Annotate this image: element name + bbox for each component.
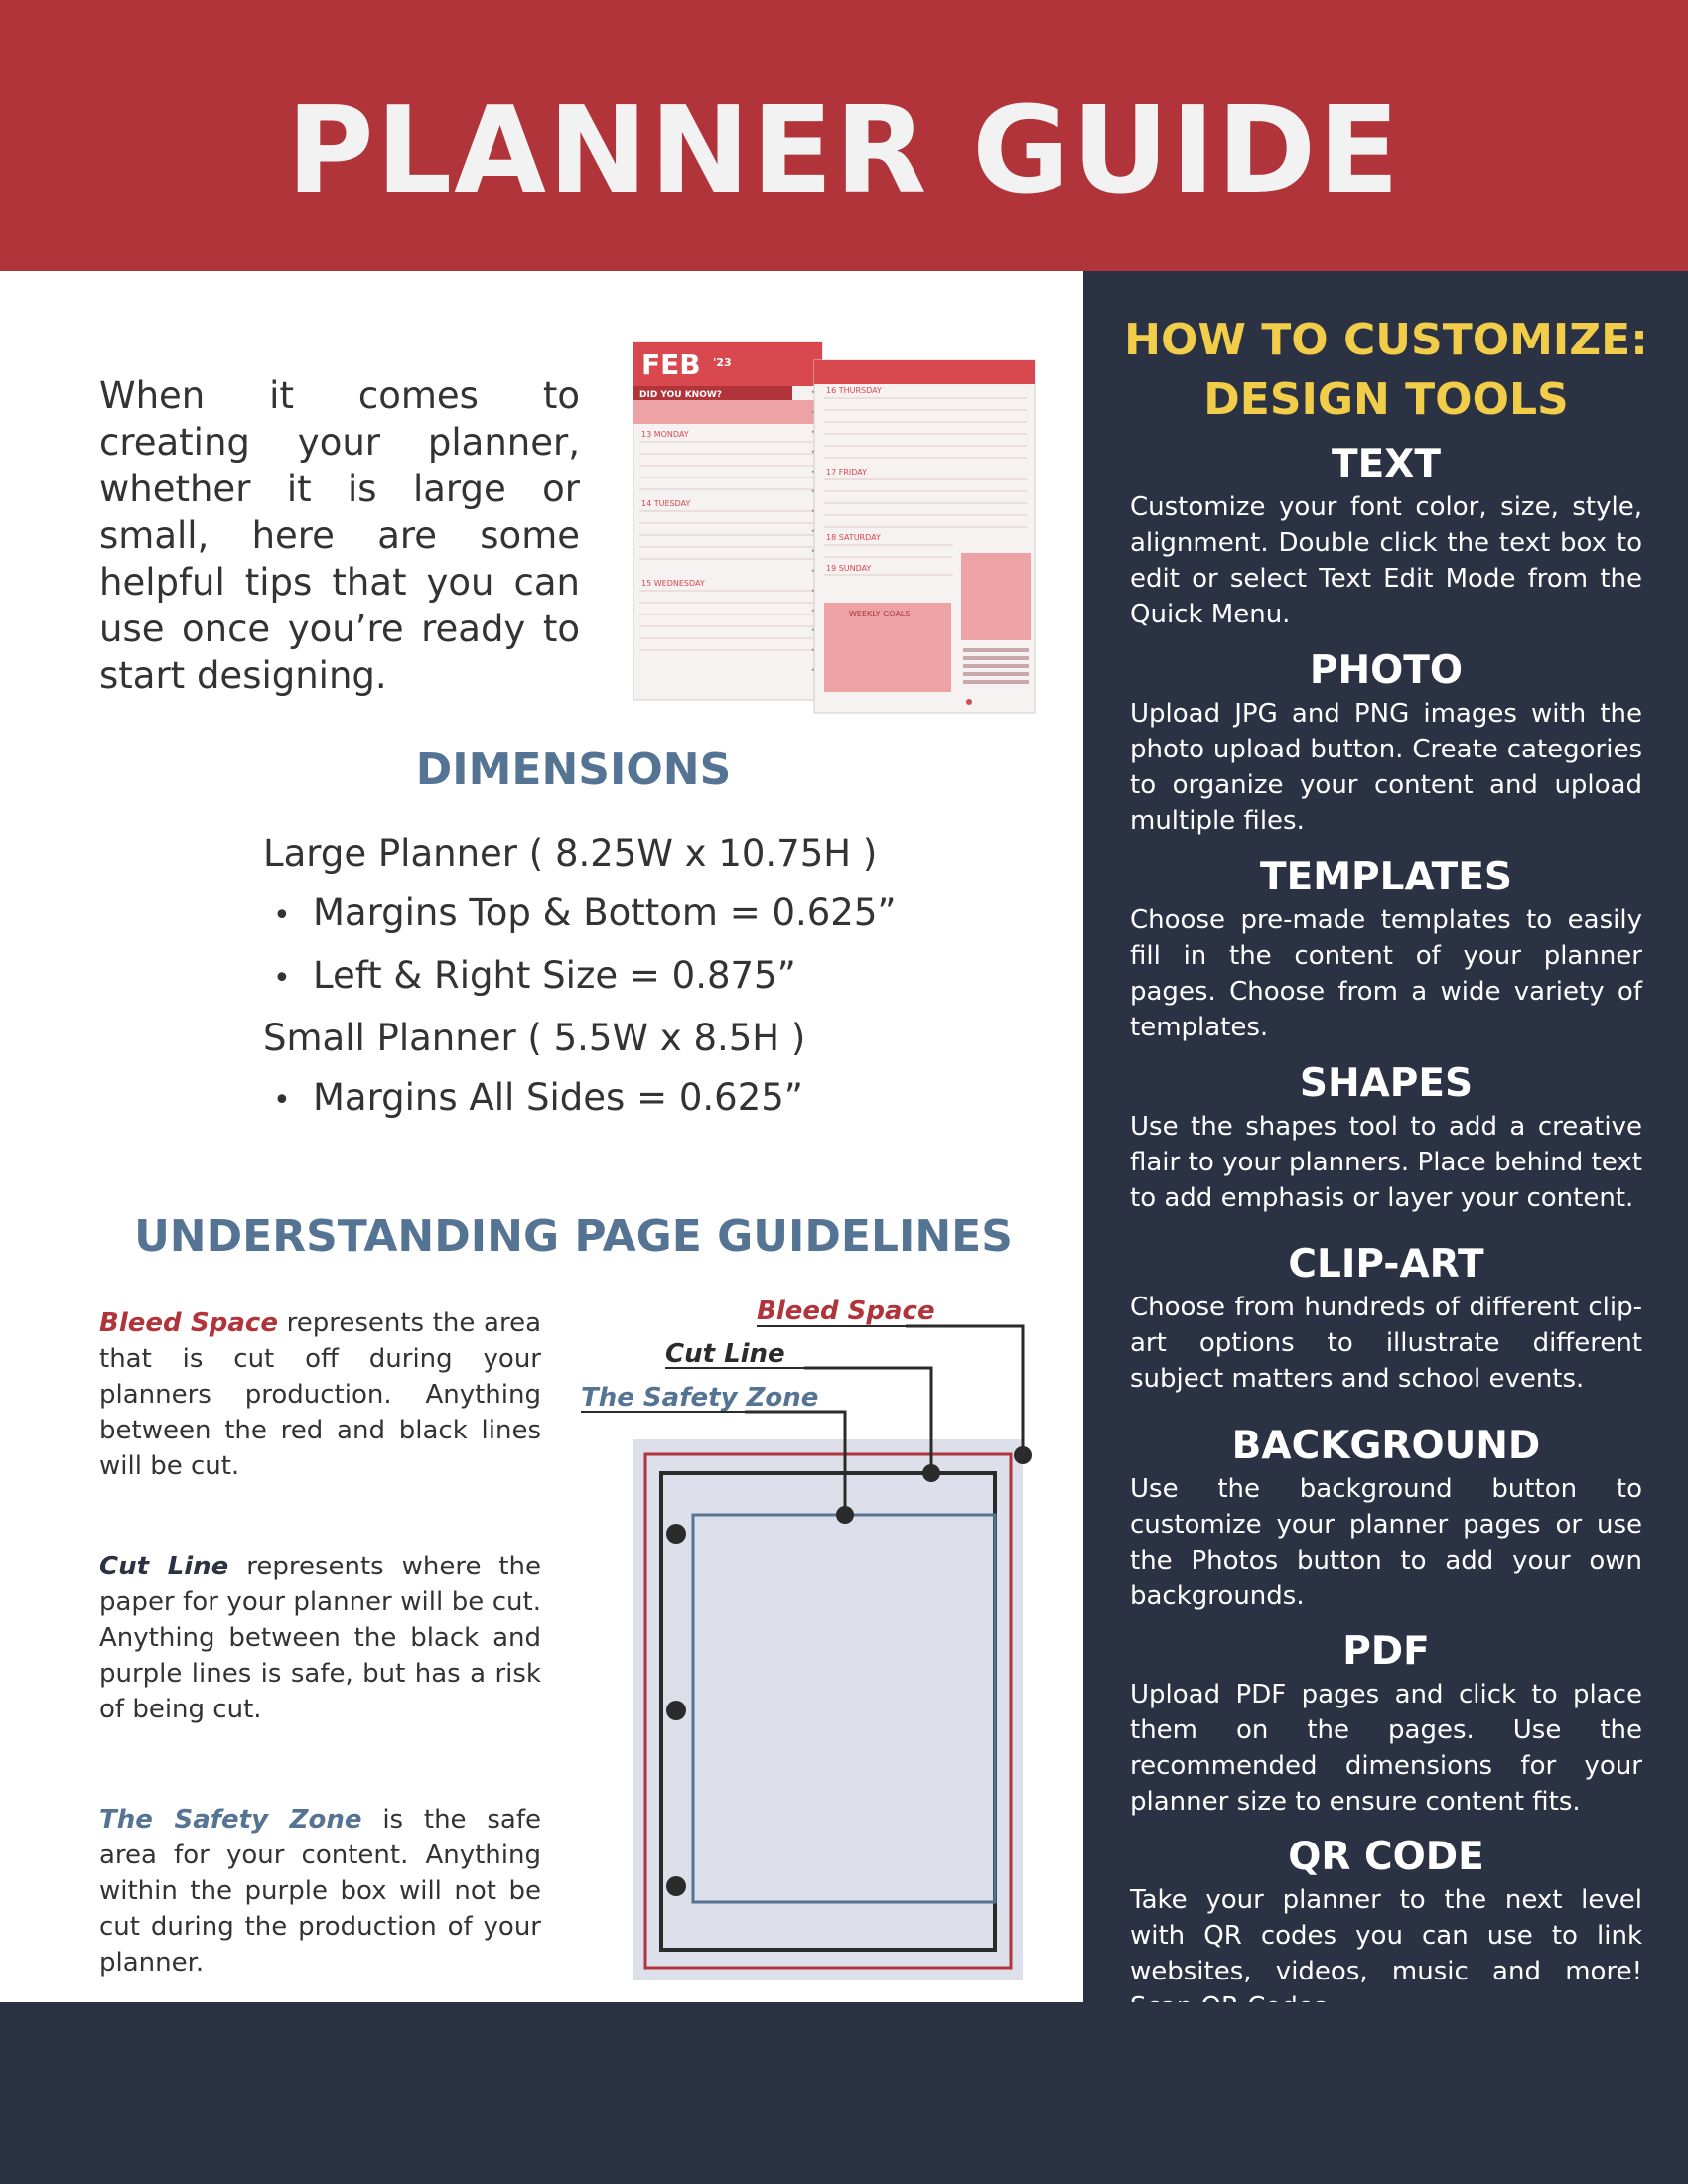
tool-description: Choose from hundreds of different clip-art options to illustrate different subject matters and school events.: [1130, 1293, 1642, 1394]
binder-hole: [666, 1524, 686, 1544]
safety-term: The Safety Zone: [99, 1805, 362, 1835]
guidelines-heading: UNDERSTANDING PAGE GUIDELINES: [134, 1211, 1013, 1262]
tool-description: Upload PDF pages and click to place them on the pages. Use the recommended dimensions for your planner size to ensure content fits.: [1130, 1680, 1642, 1817]
tool-section-shapes: [1130, 1059, 1642, 1216]
cut-text: represents where the paper for your planner will be cut. Anything between the black and purple lines is safe, but has a risk of being cut.: [99, 1552, 542, 1724]
planner-month: FEB: [641, 348, 701, 381]
planner-day: 19 SUNDAY: [826, 564, 872, 573]
tool-description: Upload JPG and PNG images with the photo upload button. Create categories to organize your content and upload multiple files.: [1130, 699, 1642, 836]
tool-section-pdf: [1130, 1627, 1642, 1820]
planner-illustration: [626, 333, 1043, 720]
safety-text: is the safe area for your content. Anything within the purple box will not be cut during the production of your planner.: [99, 1805, 541, 1978]
planner-goals-label: WEEKLY GOALS: [849, 610, 911, 618]
planner-day: 13 MONDAY: [641, 430, 689, 439]
binder-hole: [666, 1701, 686, 1720]
tool-description: Take your planner to the next level with QR codes you can use to link websites, videos, music and more!: [1130, 1885, 1642, 1986]
diagram-label-bleed: Bleed Space: [757, 1297, 935, 1326]
planner-year: '23: [713, 356, 732, 369]
dimensions-list: [263, 824, 1018, 1131]
binder-hole: [666, 1876, 686, 1896]
header-banner: [0, 0, 1688, 271]
tool-section-clip-art: [1130, 1240, 1642, 1397]
bleed-term: Bleed Space: [99, 1308, 278, 1338]
tool-section-background: [1130, 1422, 1642, 1614]
tool-description: Use the shapes tool to add a creative flair to your planners. Place behind text to add emphasis or layer your content.: [1130, 1112, 1642, 1213]
sidebar-heading-line2: DESIGN TOOLS: [1203, 374, 1569, 425]
tool-title: QR CODE: [1288, 1835, 1484, 1879]
tool-title: PHOTO: [1309, 648, 1464, 693]
planner-day: 15 WEDNESDAY: [641, 579, 705, 588]
page-guidelines-diagram: [566, 1281, 1062, 1995]
tool-section-qr-code: [1130, 1833, 1642, 2025]
sidebar-heading-line1: HOW TO CUSTOMIZE:: [1124, 315, 1648, 365]
planner-day: 17 FRIDAY: [826, 468, 867, 477]
tool-description: Use the background button to customize your planner pages or use the Photos button to add your own backgrounds.: [1130, 1474, 1642, 1611]
planner-front-page: [814, 360, 1035, 713]
tool-title: TEXT: [1332, 442, 1441, 486]
diagram-label-cut: Cut Line: [665, 1339, 785, 1369]
planner-day: 14 TUESDAY: [641, 499, 691, 508]
tool-section-templates: [1130, 853, 1642, 1045]
page-title: PLANNER GUIDE: [286, 82, 1402, 220]
dimensions-heading: DIMENSIONS: [415, 745, 732, 795]
bleed-text: represents the area that is cut off during your planners production. Anything between the red and black lines will be cut.: [99, 1308, 542, 1481]
safety-description: [99, 1802, 541, 1980]
cut-term: Cut Line: [99, 1552, 229, 1581]
planner-day: 16 THURSDAY: [826, 386, 882, 395]
planner-banner: DID YOU KNOW?: [639, 390, 723, 400]
tool-title: CLIP-ART: [1288, 1242, 1484, 1287]
tool-title: BACKGROUND: [1231, 1424, 1541, 1468]
tool-section-text: [1130, 440, 1642, 632]
tool-section-photo: [1130, 646, 1642, 839]
footer-band: [0, 2002, 1688, 2184]
large-planner-margins: • Margins Top & Bottom = 0.625”: [263, 884, 1018, 946]
planner-back-page: [633, 342, 822, 700]
tool-description: Customize your font color, size, style, alignment. Double click the text box to edit or select Text Edit Mode from the Quick Menu.: [1130, 492, 1642, 629]
tool-title: PDF: [1342, 1629, 1430, 1674]
bleed-description: [99, 1305, 541, 1484]
cut-description: [99, 1549, 541, 1727]
small-planner-size: Small Planner ( 5.5W x 8.5H ): [263, 1017, 806, 1059]
large-planner-sides: • Left & Right Size = 0.875”: [263, 946, 1018, 1009]
small-planner-margins: • Margins All Sides = 0.625”: [263, 1068, 1018, 1131]
diagram-label-safety: The Safety Zone: [581, 1383, 819, 1413]
tool-title: TEMPLATES: [1260, 855, 1512, 899]
intro-paragraph: When it comes to creating your planner, whether it is large or small, here are some helpful tips that you can use once you’re ready to start designing.: [99, 374, 580, 697]
planner-notes-panel: [961, 553, 1031, 640]
large-planner-size: Large Planner ( 8.25W x 10.75H ): [263, 832, 878, 875]
tool-title: SHAPES: [1299, 1061, 1474, 1106]
tool-description: Choose pre-made templates to easily fill in the content of your planner pages. Choose from a wide variety of templates.: [1130, 905, 1642, 1042]
planner-day: 18 SATURDAY: [826, 533, 881, 542]
